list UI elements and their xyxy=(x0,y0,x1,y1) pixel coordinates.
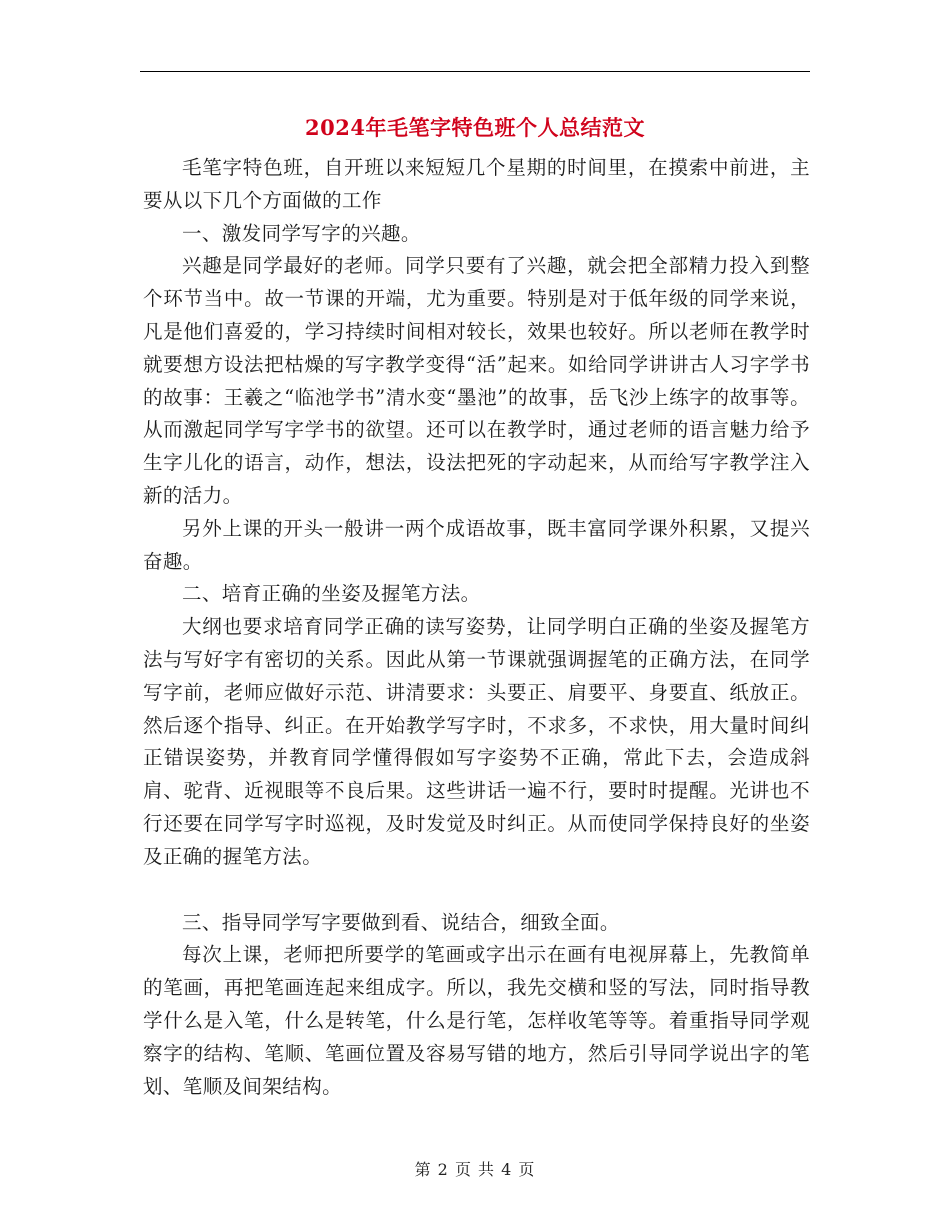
section-heading-1: 一、激发同学写字的兴趣。 xyxy=(182,221,421,245)
header-rule xyxy=(140,71,810,72)
paragraph-posture: 大纲也要求培育同学正确的读写姿势，让同学明白正确的坐姿及握笔方法与写好字有密切的关系。因此从第一节课就强调握笔的正确方法，在同学写字前，老师应做好示范、讲清要求：头要正、肩要平、身要直、纸放正。然后逐个指导、纠正。在开始教学写字时，不求多，不求快，用大量时间纠正错误姿势，并教育同学懂得假如写字姿势不正确，常此下去，会造成斜肩、驼背、近视眼等不良后果。这些讲话一遍不行，要时时提醒。光讲也不行还要在同学写字时巡视，及时发觉及时纠正。从而使同学保持良好的坐姿及正确的握笔方法。 xyxy=(143,615,810,868)
paragraph-guidance: 每次上课，老师把所要学的笔画或字出示在画有电视屏幕上，先教简单的笔画，再把笔画连起来组成字。所以，我先交横和竖的写法，同时指导教学什么是入笔，什么是转笔，什么是行笔，怎样收笔等等。着重指导同学观察字的结构、笔顺、笔画位置及容易写错的地方，然后引导同学说出字的笔划、笔顺及间架结构。 xyxy=(143,943,810,1098)
document-body xyxy=(143,152,810,1103)
paragraph-intro: 毛笔字特色班，自开班以来短短几个星期的时间里，在摸索中前进，主要从以下几个方面做的工作 xyxy=(143,156,810,212)
paragraph-interest: 兴趣是同学最好的老师。同学只要有了兴趣，就会把全部精力投入到整个环节当中。故一节课的开端，尤为重要。特别是对于低年级的同学来说，凡是他们喜爱的，学习持续时间相对较长，效果也较好。所以老师在教学时就要想方设法把枯燥的写字教学变得“活”起来。如给同学讲讲古人习字学书的故事：王羲之“临池学书”清水变“墨池”的故事，岳飞沙上练字的故事等。从而激起同学写字学书的欲望。还可以在教学时，通过老师的语言魅力给予生字儿化的语言，动作，想法，设法把死的字动起来，从而给写字教学注入新的活力。 xyxy=(143,254,810,507)
paragraph-idioms: 另外上课的开头一般讲一两个成语故事，既丰富同学课外积累，又提兴奋趣。 xyxy=(143,516,810,573)
section-heading-2: 二、培育正确的坐姿及握笔方法。 xyxy=(182,582,481,606)
document-title: 2024年毛笔字特色班个人总结范文 xyxy=(305,115,645,140)
section-heading-3: 三、指导同学写字要做到看、说结合，细致全面。 xyxy=(182,910,620,934)
page-number: 第 2 页 共 4 页 xyxy=(414,1160,536,1179)
